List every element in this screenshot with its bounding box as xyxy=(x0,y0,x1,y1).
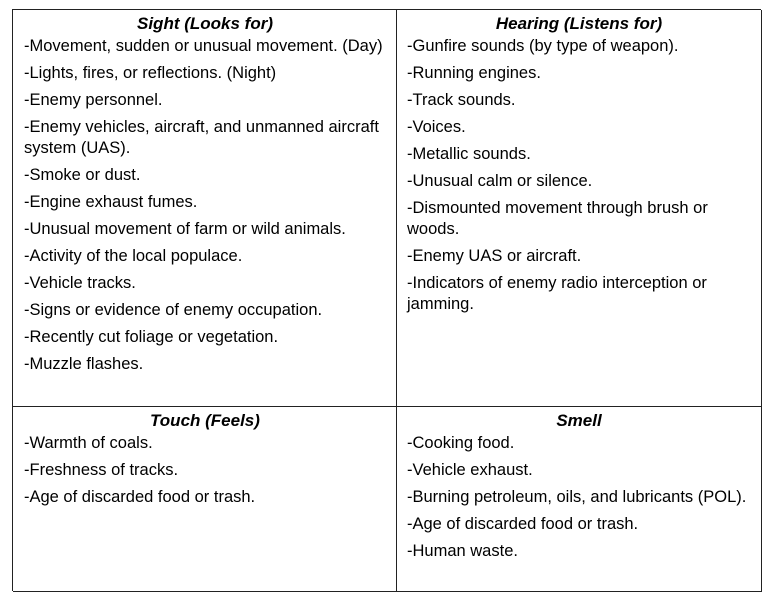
smell-item: -Cooking food. xyxy=(407,434,515,452)
touch-header: Touch (Feels) xyxy=(150,411,260,430)
sight-item: -Engine exhaust fumes. xyxy=(24,193,198,211)
hearing-item: -Enemy UAS or aircraft. xyxy=(407,247,582,265)
sight-item: -Enemy personnel. xyxy=(24,91,163,109)
smell-item: -Age of discarded food or trash. xyxy=(407,515,639,533)
hearing-item: -Running engines. xyxy=(407,64,541,82)
hearing-cell xyxy=(397,10,762,407)
touch-item: -Freshness of tracks. xyxy=(24,461,179,479)
hearing-item: -Gunfire sounds (by type of weapon). xyxy=(407,37,679,55)
sight-item: -Vehicle tracks. xyxy=(24,274,136,292)
sight-item: -Enemy vehicles, aircraft, and unmanned aircraft system (UAS). xyxy=(24,118,379,157)
touch-item: -Age of discarded food or trash. xyxy=(24,488,256,506)
sight-item: -Smoke or dust. xyxy=(24,166,141,184)
hearing-item: -Dismounted movement through brush or woods. xyxy=(407,199,708,238)
sight-cell xyxy=(13,10,397,407)
hearing-item: -Unusual calm or silence. xyxy=(407,172,593,190)
smell-header: Smell xyxy=(556,411,602,430)
senses-table xyxy=(12,9,761,591)
sight-item: -Unusual movement of farm or wild animals. xyxy=(24,220,346,238)
touch-cell xyxy=(13,407,397,592)
smell-item: -Burning petroleum, oils, and lubricants (POL). xyxy=(407,488,747,506)
touch-list xyxy=(24,433,386,508)
sight-item: -Muzzle flashes. xyxy=(24,355,144,373)
sight-header: Sight (Looks for) xyxy=(137,14,273,33)
sight-item: -Signs or evidence of enemy occupation. xyxy=(24,301,323,319)
hearing-item: -Indicators of enemy radio interception or jamming. xyxy=(407,274,707,313)
smell-cell xyxy=(397,407,762,592)
sight-list xyxy=(24,36,386,375)
sight-item: -Lights, fires, or reflections. (Night) xyxy=(24,64,277,82)
hearing-list xyxy=(407,36,751,315)
sight-item: -Movement, sudden or unusual movement. (Day) xyxy=(24,37,383,55)
smell-item: -Human waste. xyxy=(407,542,518,560)
hearing-item: -Metallic sounds. xyxy=(407,145,531,163)
touch-item: -Warmth of coals. xyxy=(24,434,153,452)
sight-item: -Recently cut foliage or vegetation. xyxy=(24,328,279,346)
smell-list xyxy=(407,433,751,562)
smell-item: -Vehicle exhaust. xyxy=(407,461,533,479)
hearing-header: Hearing (Listens for) xyxy=(495,14,663,33)
hearing-item: -Voices. xyxy=(407,118,466,136)
sight-item: -Activity of the local populace. xyxy=(24,247,243,265)
hearing-item: -Track sounds. xyxy=(407,91,516,109)
